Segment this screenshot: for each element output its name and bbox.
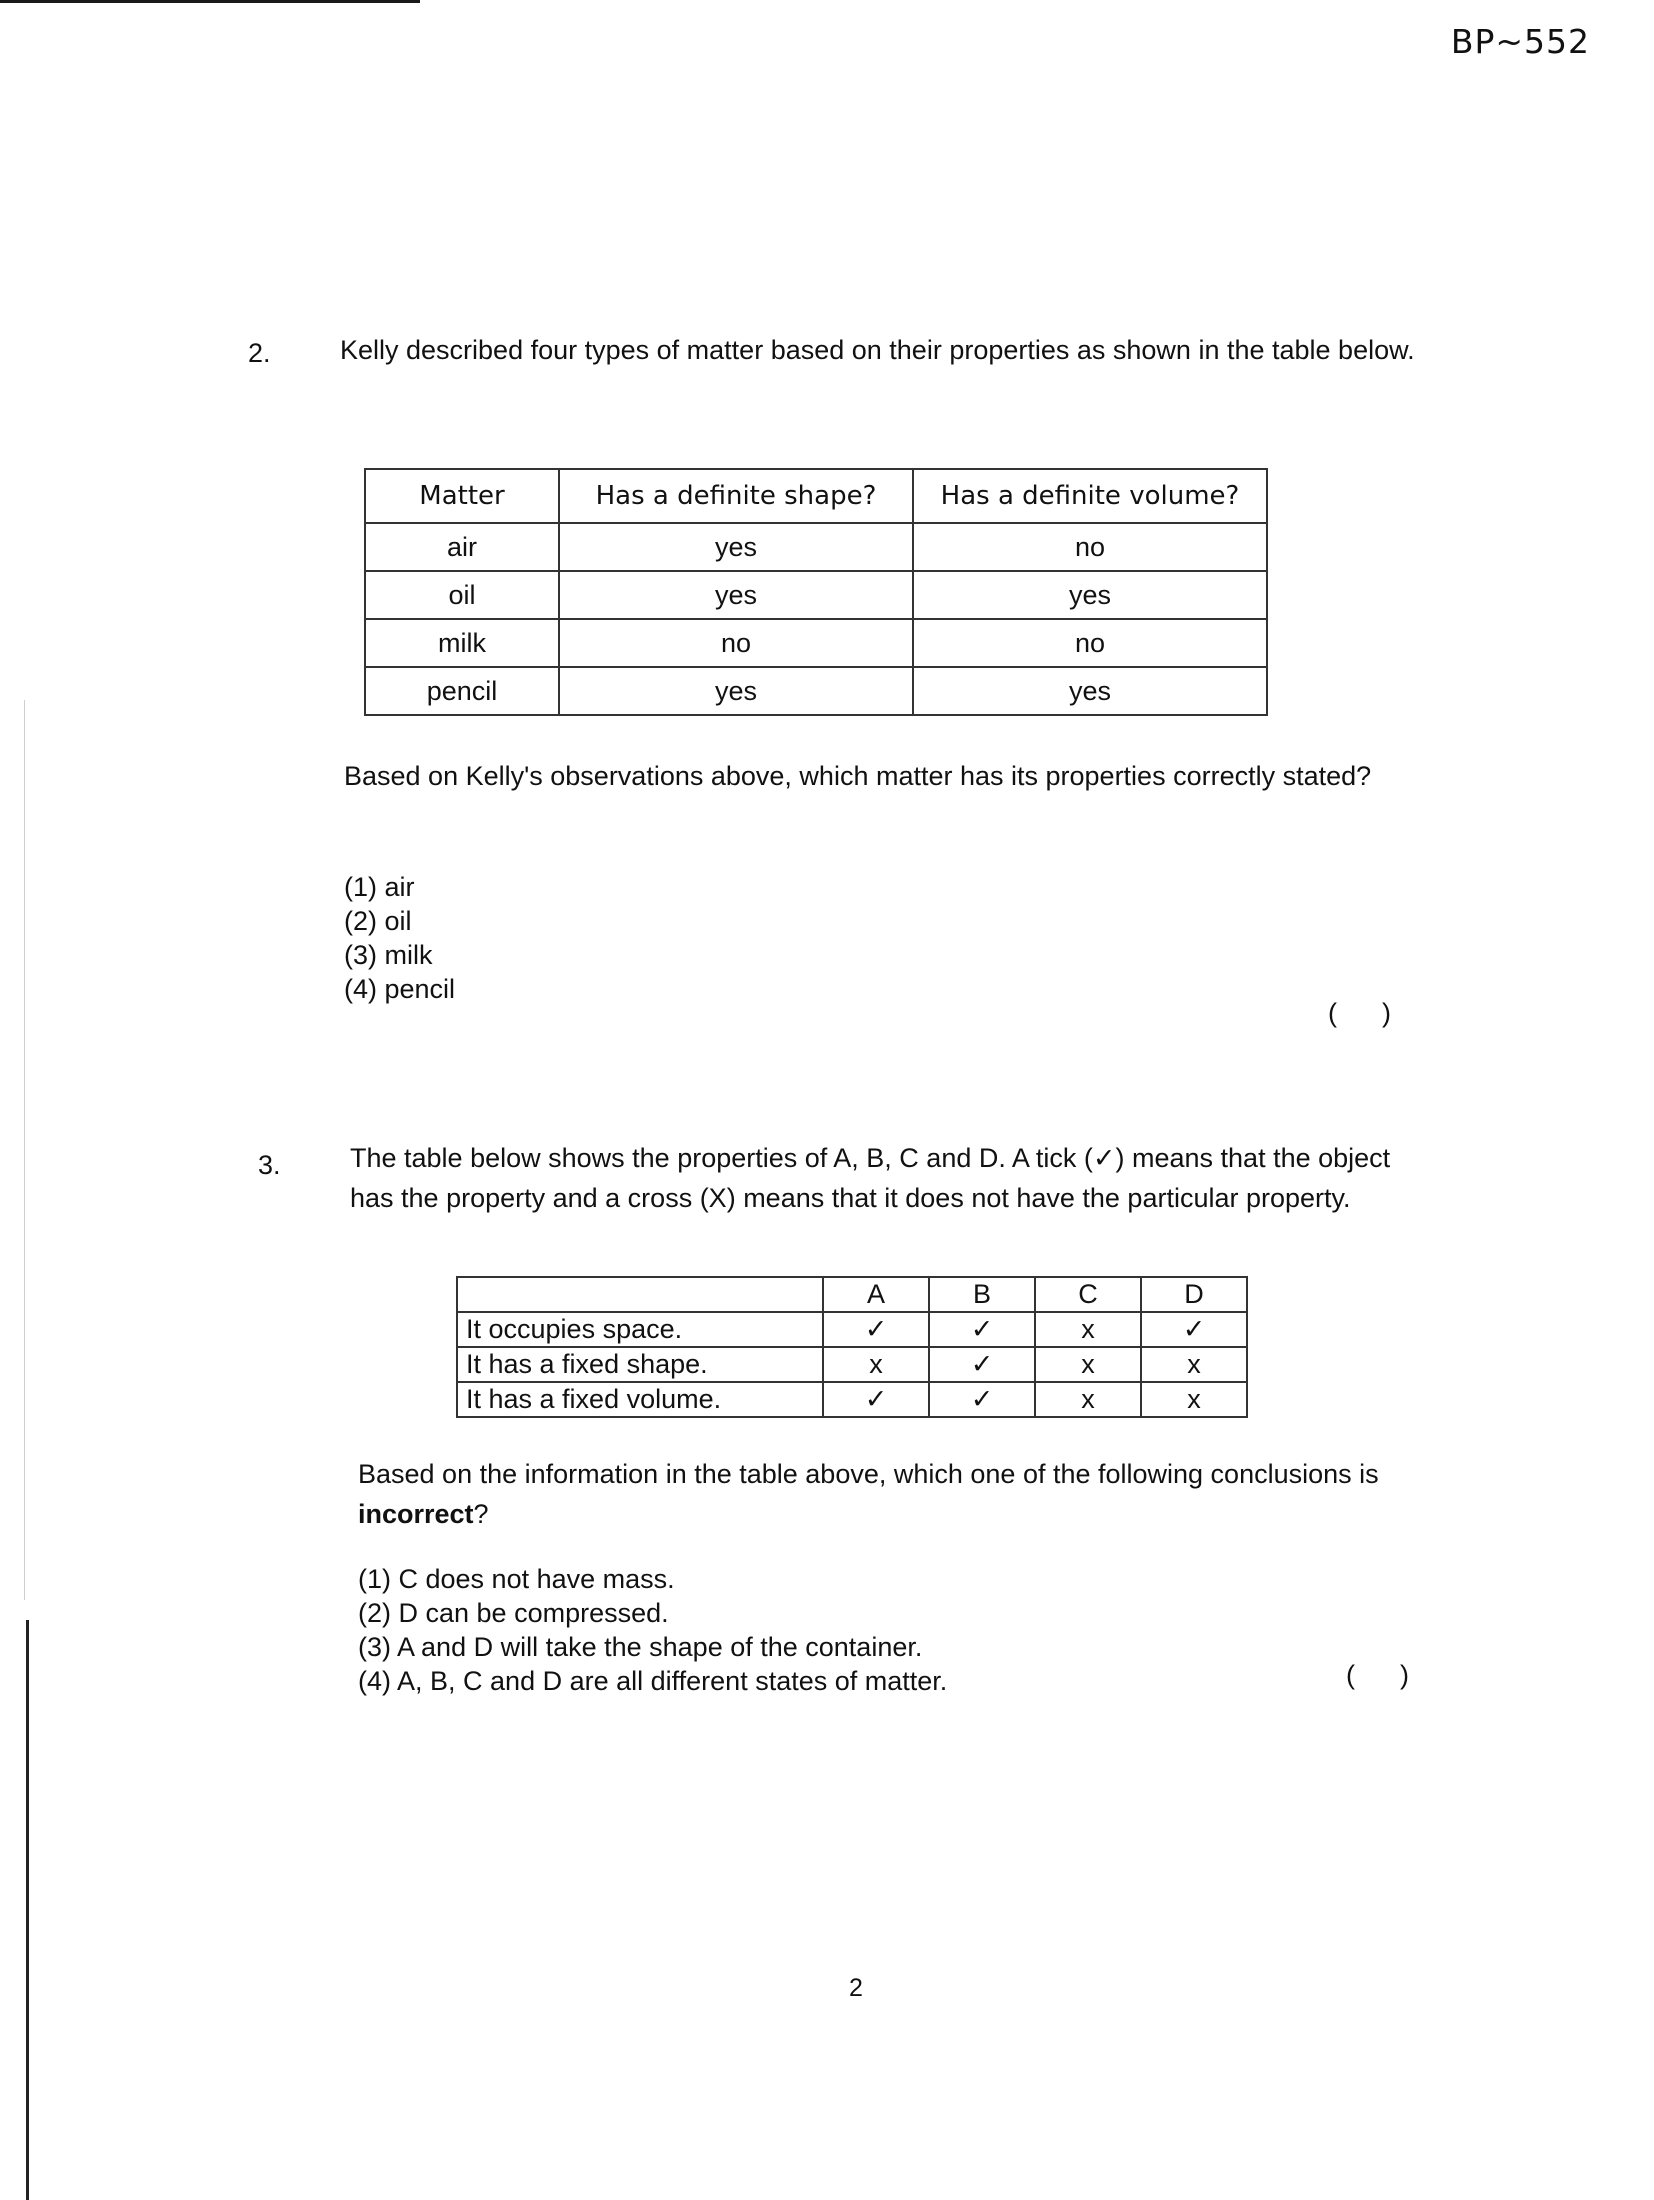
table-cell: no — [913, 619, 1267, 667]
paper-code: BP~552 — [1450, 22, 1590, 61]
column-header: D — [1141, 1277, 1247, 1312]
question-3-prompt-text: Based on the information in the table above, which one of the following conclusions is — [358, 1459, 1379, 1489]
table-header-row — [457, 1277, 1247, 1312]
property-label: It has a fixed volume. — [457, 1382, 823, 1417]
table-cell: yes — [559, 571, 913, 619]
property-label: It occupies space. — [457, 1312, 823, 1347]
column-header: Matter — [365, 469, 559, 523]
table-cell: x — [823, 1347, 929, 1382]
question-3-stem: The table below shows the properties of A, B, C and D. A tick (✓) means that the object has the property and a cross (X) means that it does not have the particular property. — [350, 1143, 1391, 1213]
table-cell: ✓ — [929, 1347, 1035, 1382]
table-row — [365, 619, 1267, 667]
table-cell: milk — [365, 619, 559, 667]
left-edge-line — [26, 1620, 29, 2200]
table-cell: yes — [559, 667, 913, 715]
property-label: It has a fixed shape. — [457, 1347, 823, 1382]
matter-properties-table — [364, 468, 1268, 716]
column-header — [457, 1277, 823, 1312]
question-3-prompt-emphasis: incorrect — [358, 1499, 474, 1529]
column-header: Has a definite volume? — [913, 469, 1267, 523]
question-3-number: 3. — [258, 1150, 281, 1180]
answer-option: (1) air — [344, 872, 415, 902]
answer-option: (4) pencil — [344, 974, 456, 1004]
table-cell: ✓ — [823, 1312, 929, 1347]
table-row — [365, 571, 1267, 619]
table-row — [457, 1312, 1247, 1347]
answer-option: (4) A, B, C and D are all different states of matter. — [358, 1666, 948, 1696]
question-3-options — [358, 1562, 947, 1698]
answer-option: (2) oil — [344, 906, 412, 936]
answer-option: (1) C does not have mass. — [358, 1564, 675, 1594]
answer-option: (2) D can be compressed. — [358, 1598, 669, 1628]
table-cell: x — [1035, 1312, 1141, 1347]
question-3-answer-bracket: ( ) — [1346, 1660, 1409, 1690]
table-cell: x — [1141, 1347, 1247, 1382]
table-cell: oil — [365, 571, 559, 619]
table-header-row — [365, 469, 1267, 523]
table-cell: ✓ — [823, 1382, 929, 1417]
table-cell: x — [1141, 1382, 1247, 1417]
question-2-prompt: Based on Kelly's observations above, which matter has its properties correctly stated? — [344, 761, 1372, 791]
column-header: A — [823, 1277, 929, 1312]
question-2-options — [344, 870, 455, 1006]
table-row — [365, 523, 1267, 571]
question-3-prompt — [358, 1454, 1418, 1534]
table-cell: no — [913, 523, 1267, 571]
table-row — [457, 1382, 1247, 1417]
table-cell: ✓ — [1141, 1312, 1247, 1347]
answer-option: (3) A and D will take the shape of the container. — [358, 1632, 923, 1662]
table-cell: ✓ — [929, 1312, 1035, 1347]
table-cell: yes — [559, 523, 913, 571]
table-cell: yes — [913, 667, 1267, 715]
table-row — [457, 1347, 1247, 1382]
column-header: C — [1035, 1277, 1141, 1312]
question-2-stem: Kelly described four types of matter based on their properties as shown in the table below. — [340, 335, 1415, 365]
table-cell: yes — [913, 571, 1267, 619]
question-2-number: 2. — [248, 338, 271, 368]
question-2-answer-bracket: ( ) — [1328, 998, 1391, 1028]
page-number: 2 — [849, 1974, 863, 2002]
table-cell: x — [1035, 1347, 1141, 1382]
abcd-properties-table — [456, 1276, 1248, 1418]
column-header: B — [929, 1277, 1035, 1312]
left-margin-line — [24, 700, 25, 1600]
top-border-line — [0, 0, 420, 3]
table-cell: air — [365, 523, 559, 571]
answer-option: (3) milk — [344, 940, 433, 970]
question-3-prompt-end: ? — [473, 1499, 489, 1529]
column-header: Has a definite shape? — [559, 469, 913, 523]
table-cell: x — [1035, 1382, 1141, 1417]
table-cell: pencil — [365, 667, 559, 715]
table-row — [365, 667, 1267, 715]
table-cell: no — [559, 619, 913, 667]
table-cell: ✓ — [929, 1382, 1035, 1417]
